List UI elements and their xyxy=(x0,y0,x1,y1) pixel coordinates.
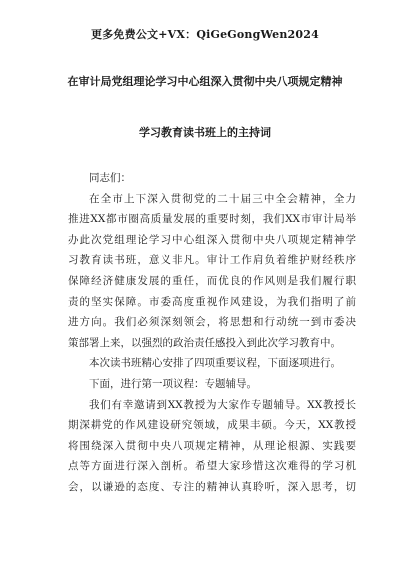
paragraph-line: 在全市上下深入贯彻党的二十届三中全会精神，全力 xyxy=(89,192,356,205)
paragraph-line: 习教育读书班，意义非凡。审计工作肩负着维护财经秩序 xyxy=(68,254,356,267)
document-title-line-1: 在审计局党组理论学习中心组深入贯彻中央八项规定精神 xyxy=(67,75,343,88)
paragraph-line: 进方向。我们必须深刻领会，将思想和行动统一到市委决 xyxy=(68,316,356,329)
paragraph-line: 将围绕深入贯彻中央八项规定精神，从理论根源、实践要 xyxy=(68,439,356,452)
paragraph-line: 办此次党组理论学习中心组深入贯彻中央八项规定精神学 xyxy=(68,233,356,246)
watermark-ad-text: 更多免费公文+VX：QiGeGongWen2024 xyxy=(91,28,319,41)
paragraph-line: 保障经济健康发展的重任，而优良的作风则是我们履行职 xyxy=(68,274,356,287)
document-title-line-2: 学习教育读书班上的主持词 xyxy=(139,126,271,139)
paragraph-line: 本次读书班精心安排了四项重要议程，下面逐项进行。 xyxy=(89,357,341,370)
paragraph-line: 下面，进行第一项议程：专题辅导。 xyxy=(89,377,257,390)
paragraph-line: 期深耕党的作风建设研究领域，成果丰硕。今天，XX教授 xyxy=(68,419,356,432)
document-body xyxy=(68,168,356,498)
paragraph-line: 会，以谦逊的态度、专注的精神认真聆听，深入思考，切 xyxy=(68,480,356,493)
paragraph-line: 责的坚实保障。市委高度重视作风建设，为我们指明了前 xyxy=(68,295,356,308)
paragraph-line: 我们有幸邀请到XX教授为大家作专题辅导。XX教授长 xyxy=(89,398,356,411)
paragraph-line: 推进XX都市圈高质量发展的重要时刻，我们XX市审计局举 xyxy=(68,213,356,226)
paragraph-line: 策部署上来，以强烈的政治责任感投入到此次学习教育中。 xyxy=(68,336,341,349)
salutation: 同志们： xyxy=(89,172,131,184)
paragraph-line: 点等方面进行深入剖析。希望大家珍惜这次难得的学习机 xyxy=(68,460,356,473)
